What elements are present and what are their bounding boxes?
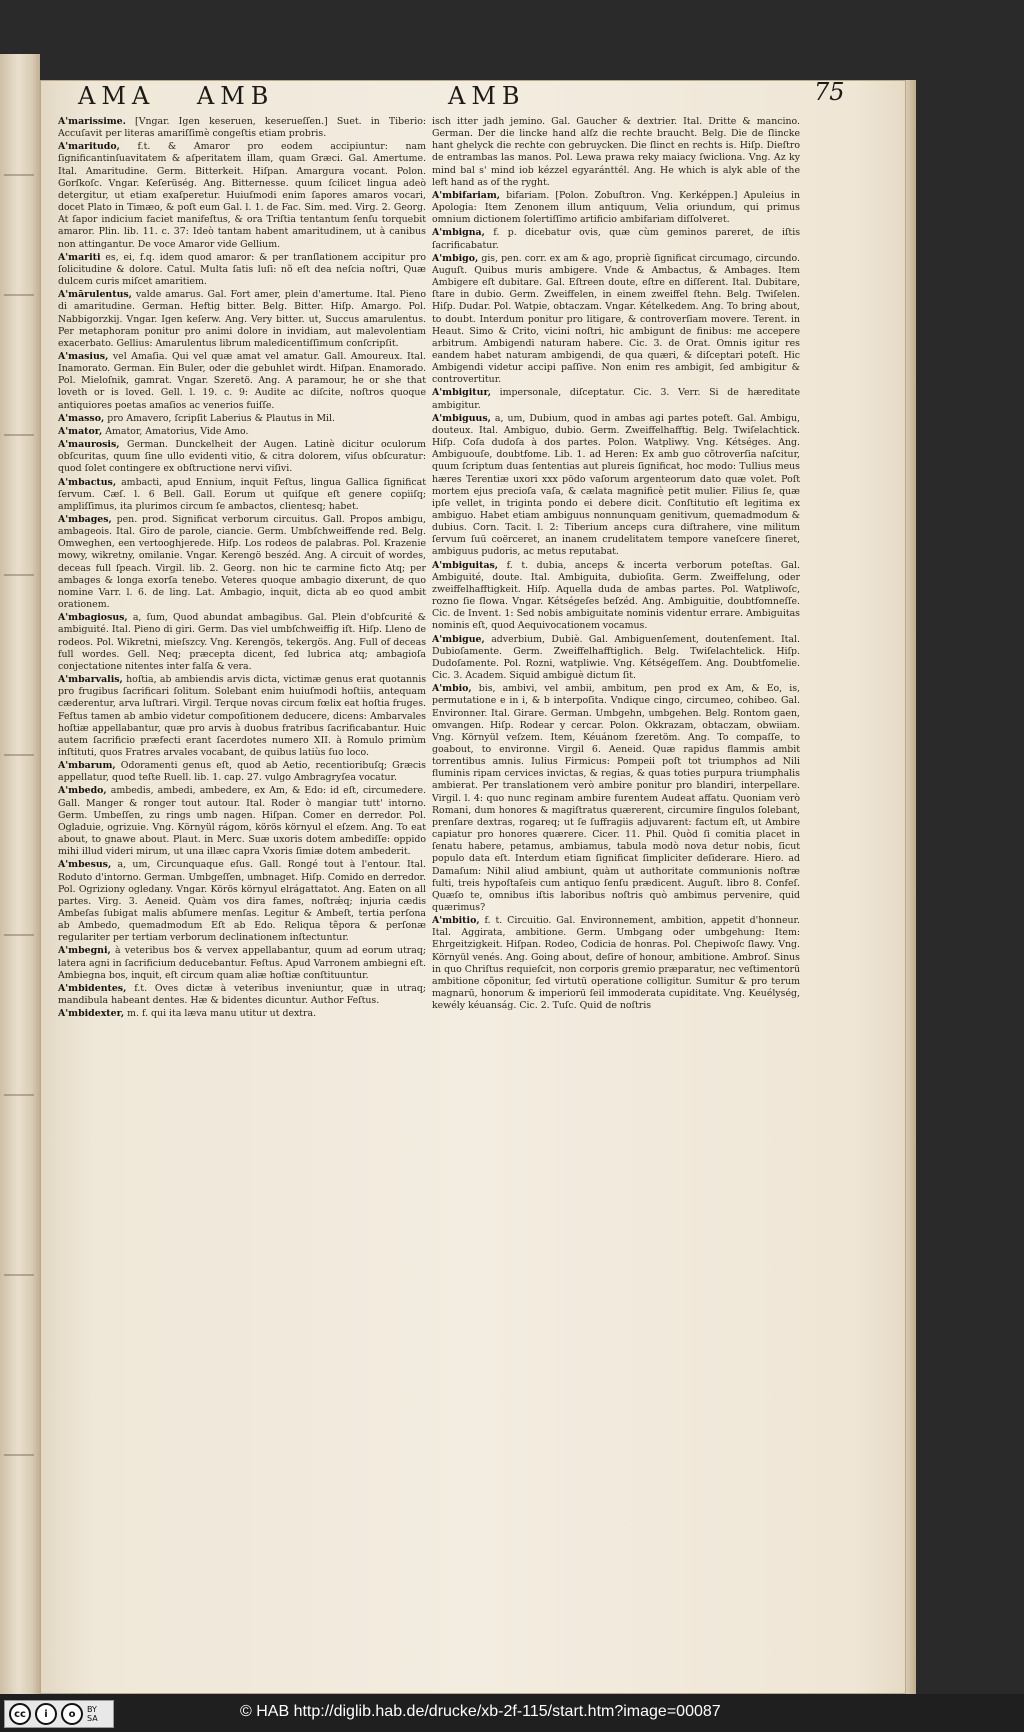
dictionary-entry bbox=[58, 612, 426, 673]
dictionary-entry bbox=[432, 227, 800, 251]
entry-text: f. t. Circuitio. Gal. Environnement, ambition, appetit d'honneur. Ital. Aggirata, ambitione. Germ. Umbgang oder umbgehung: Item: Ehrgeitzigkeit. Hiſpan. Rodeo, Codicia de honras. Pol. Chepiwoſc ſlawy. Vng. Környül venés. Ang. Going about, deſire of honour, ambitione. Ambroſ. Sinus in quo Chriſtus requieſcit, non corporis gremio præparatur, nec veſtimentorū ambitione cõponitur, ſed virtutū operatione colligitur. Sumitur & pro terum magnarū, honorum & imperiorū ſeil immoderata cupiditate. Vng. Keuélység, kewély kéuanság. Cic. 2. Tuſc. Quid de noſtris bbox=[432, 915, 800, 1012]
running-head-left-2: AMB bbox=[196, 82, 275, 110]
entry-headword: A'mbesus, bbox=[58, 859, 112, 871]
entry-text: [Vngar. Igen keseruen, keserueſſen.] Suet. in Tiberio: Accuſavit per literas amariſſimè congeſtis etiam probris. bbox=[58, 116, 426, 140]
entry-headword: A'mbarum, bbox=[58, 760, 116, 772]
entry-headword: A'maurosis, bbox=[58, 439, 120, 451]
dictionary-entry bbox=[432, 915, 800, 1012]
entry-headword: A'mbigna, bbox=[432, 227, 485, 239]
entry-text: pro Amavero, ſcripſit Laberius & Plautus in Mil. bbox=[107, 412, 336, 424]
entry-headword: A'masius, bbox=[58, 350, 109, 362]
footer-credit-link[interactable]: © HAB http://diglib.hab.de/drucke/xb-2f-115/start.htm?image=00087 bbox=[240, 1703, 721, 1720]
facing-page-edge bbox=[0, 54, 40, 1694]
dictionary-entry bbox=[432, 634, 800, 683]
dictionary-entry bbox=[432, 560, 800, 633]
left-text-column bbox=[58, 116, 426, 1506]
entry-text: bifariam. [Polon. Zobuſtron. Vng. Kerképpen.] Apuleius in Apologia: Item Zenonem illum antiquum, Velia oriundum, qui primus omnium dictionem ſolertiſſimo artificio ambifariam diſſolveret. bbox=[432, 189, 800, 226]
dictionary-entry bbox=[58, 289, 426, 350]
entry-headword: A'mbactus, bbox=[58, 476, 117, 488]
dictionary-entry bbox=[58, 983, 426, 1007]
dictionary-entry bbox=[432, 387, 800, 411]
entry-headword: A'mbedo, bbox=[58, 785, 107, 797]
entry-text: hoſtia, ab ambiendis arvis dicta, victimæ genus erat quotannis pro frugibus ſacrificari ſolitum. Solebant enim huiuſmodi hoſtiis, antequam cæderentur, arva luſtrari. Virgil. Terque novas circum fœlix eat hoſtia fruges. Feſtus tamen ab ambio videtur compoſitionem deducere, dicens: Ambarvales hoſtiæ appellabantur, quæ pro arvis à duobus fratribus ſacrificabantur. Huic autem ſacrificio præfecti erant ſacerdotes numero XII. à Romulo primùm inſtituti, quos Fratres arvales vocabant, de quibus latiùs ſuo loco. bbox=[58, 674, 426, 758]
dictionary-entry bbox=[432, 116, 800, 189]
dictionary-entry bbox=[58, 785, 426, 858]
entry-headword: A'masso, bbox=[58, 412, 105, 424]
entry-text: vel Amaſia. Qui vel quæ amat vel amatur. Gall. Amoureux. Ital. Inamorato. German. Ein Buler, oder die gebuhlet wirdt. Hiſpan. Enamorado. Pol. Mieloſnik, gamrat. Vngar. Szeretö. Ang. A paramour, he or she that loveth or is loved. Gell. l. 19. c. 9: Audite ac diſcite, noſtros quoque antiquiores poetas amaſios ac venerios fuiſſe. bbox=[58, 350, 426, 411]
entry-headword: A'mbidexter, bbox=[58, 1008, 125, 1020]
entry-text: f. p. dicebatur ovis, quæ cùm geminos pareret, de iſtis ſacrificabatur. bbox=[432, 227, 800, 251]
entry-headword: A'mbages, bbox=[58, 514, 112, 525]
entry-headword: A'mbifariam, bbox=[432, 189, 501, 201]
entry-text: pen. prod. Significat verborum circuitus. Gall. Propos ambigu, ambageois. Ital. Giro de parole, ciancie. Germ. Umbſchweiffende red. Belg. Omweghen, een vertooghjerede. Hiſp. Los rodeos de palabras. Pol. Krazenie mowy, wikretny, omilanie. Vngar. Kerengö beszéd. Ang. A circuit of wordes, deceas full ſpeach. Virgil. lib. 2. Georg. non hic te carmine ficto Atq; per ambages & longa exorſa tenebo. Veteres quoque ambagio dixerunt, de quo nomine Varr. l. 6. de ling. Lat. Ambagio, inquit, dicta ab eo quod ambit orationem. bbox=[58, 514, 426, 611]
entry-text: impersonale, diſceptatur. Cic. 3. Verr. Si de hæreditate ambigitur. bbox=[432, 387, 800, 411]
dictionary-entry bbox=[432, 683, 800, 914]
dictionary-entry bbox=[432, 253, 800, 387]
dictionary-entry bbox=[58, 945, 426, 981]
entry-headword: A'mbagiosus, bbox=[58, 612, 128, 624]
license-label-sa: SA bbox=[87, 1714, 98, 1723]
entry-headword: A'maritudo, bbox=[58, 141, 120, 153]
entry-text: a, um, Dubium, quod in ambas agi partes poteſt. Gal. Ambigu, douteux. Ital. Ambiguo, dubio. Germ. Zweiffelhafftig. Belg. Twiſelachtick. Hiſp. Coſa dudoſa à dos partes. Polon. Watpliwy. Vng. Kétséges. Ang. Ambiguouſe, doubtfome. Lib. 1. ad Heren: Ex amb guo cõtroverſia naſcitur, quum ſcriptum duas ſententias aut plureis ſignificat, hoc modo: Tullius meus hæres Terentiæ uxori xxx pōdo vaſorum argenteorum dato quæ volet. Poſt mortem ejus precioſa vaſa, & cælata magnificè petit mulier. Filius ſe, quæ ipſe vellet, in triginta pondo ei debere dicit. Conſtitutio eſt legitima ex ambiguo. Habet etiam ambiguus nonnunquam genitivum, quemadmodum & dubius. Corn. Tacit. l. 2: Tiberium anceps cura diſtrahere, vine militum ſervum ſuū coërceret, an inanem crudelitatem tempore vaneſcere ſineret, ambiguus pudoris, ac metus reputabat. bbox=[432, 412, 800, 558]
entry-headword: A'mbigitur, bbox=[432, 387, 491, 399]
entry-text: a, um, Circunquaque eſus. Gall. Rongé tout à l'entour. Ital. Roduto d'intorno. German. Umbgeſſen, umbnaget. Hiſp. Comido en derredor. Pol. Ogriziony ogledany. Vngar. Körös környul elrágattatot. Ang. Eaten on all partes. Virg. 3. Aeneid. Quàm vos dira fames, noſtrǽq; injuria cædis Ambeſas ſubigat malis abſumere menſas. Legitur & Ambeſt, tertia perſona ab Ambedo, quemadmodum Eſt ab Edo. Reliqua tẽpora & perſonæ regulariter per tertiam verborum declinationem inſtectuntur. bbox=[58, 859, 426, 944]
entry-text: German. Dunckelheit der Augen. Latinè dicitur oculorum obſcuritas, quum ſine ullo evidenti vitio, & citra dolorem, viſus obſcuratur: quod ſolet contingere ex obſtructione nervi viſivi. bbox=[58, 439, 426, 475]
entry-text: a, ſum, Quod abundat ambagibus. Gal. Plein d'obſcurité & ambiguité. Ital. Pieno di giri. Germ. Das viel umbſchweiffig iſt. Hiſp. Lleno de rodeos. Pol. Wikretni, mieſszcy. Vng. Kerengös, tekergös. Ang. Full of deceas full wordes. Gell. Neq; præcepta dicent, ſed lubrica atq; ambagioſa conjectatione nitentes inter falſa & vera. bbox=[58, 612, 426, 672]
entry-headword: A'mbiguus, bbox=[432, 412, 491, 424]
dictionary-entry bbox=[58, 514, 426, 611]
entry-headword: A'mbarvalis, bbox=[58, 674, 123, 686]
entry-headword: A'mariti bbox=[58, 251, 101, 263]
dictionary-entry bbox=[58, 413, 426, 425]
entry-text: Odoramenti genus eſt, quod ab Aetio, recentioribuſq; Græcis appellatur, quod teſte Ruell. lib. 1. cap. 27. vulgo Ambragryſea vocatur. bbox=[58, 760, 426, 784]
entry-headword: A'mbio, bbox=[432, 683, 472, 695]
cc-license-badge[interactable] bbox=[4, 1700, 114, 1728]
running-head-right: AMB bbox=[448, 82, 526, 110]
entry-headword: A'mbidentes, bbox=[58, 982, 127, 994]
sa-sharealike-icon: o bbox=[61, 1703, 83, 1725]
entry-headword: A'marissime. bbox=[58, 116, 126, 127]
right-text-column bbox=[432, 116, 800, 1536]
entry-text: ambedis, ambedi, ambedere, ex Am, & Edo: id eſt, circumedere. Gall. Manger & ronger tout autour. Ital. Roder ò mangiar tutt' intorno. Germ. Umbeſſen, zu rings umb nagen. Hiſpan. Comer en derredor. Pol. Ogladuie, ogrizuie. Vng. Környül rágom, körös környul el eſzem. Ang. To eat about, to gnawe about. Plaut. in Merc. Suæ uxoris dotem ambediſſe: oppido mihi illud videri mirum, ut una illæc capra Vxoris ſimiæ dotem ambederit. bbox=[58, 785, 426, 858]
running-head-left-1: AMA bbox=[78, 82, 156, 110]
license-label-by: BY bbox=[87, 1705, 97, 1714]
entry-text: bis, ambivi, vel ambii, ambitum, pen prod ex Am, & Eo, is, permutatione e in i, & b interpoſita. Vndique cingo, circumeo, cohibeo. Gal. Environner. Ital. Girare. German. Umbgehn, umbgehen. Belg. Rontom gaen, omvangen. Hiſp. Rodear y cercar. Polon. Okkrazam, obtaczam, obwiiam. Vng. Környül veſzem. Item, Kéuánom ſzeretöm. Ang. To compaſſe, to goabout, to environne. Virgil 6. Aeneid. Quæ rapidus flammis ambit torrentibus amnis. Iulius Firmicus: Pompeii poſt tot triumphos ad Nili fluminis ripam cervices invictas, & regias, & quas toties purpura triumphalis ambierat. Per translationem verò ambire ponitur pro blandiri, interpellare. Virgil. l. 4: quo nunc reginam ambire furentem Audeat affatu. Quoniam verò Romani, dum honores & magiſtratus quærerent, circumire ſingulos ſolebant, prenſare dextras, rogareq; ut ſe ſuffragiis adjuvarent: factum eſt, ut Ambire capiatur pro honores quærere. Cicer. 11. Phil. Quòd ſi comitia placet in ſenatu habere, petamus, ambiamus, tabula modò nova detur nobis, ſicut populo data eſt. Interdum etiam ſignificat ſimpliciter deſiderare. Hiero. ad Damaſum: Nihil aliud ambiunt, quàm ut authoritate communionis noſtræ fulti, treis hypoſtaſeis cum antiquo ſenſu prædicent. Auguſt. libro 8. Confeſ. Quæſo te, omnibus iſtis laboribus noſtris quò ambimus pervenire, quid quærimus? bbox=[432, 683, 800, 913]
entry-text: à veteribus bos & vervex appellabantur, quum ad eorum utraq; latera agni in ſacrificium deducebantur. Feſtus. Apud Varronem ambiegni eſt. Ambiegna bos, inquit, eſt circum quam aliæ hoſtiæ conſtituuntur. bbox=[58, 945, 426, 981]
entry-text: isch itter jadh jemino. Gal. Gaucher & dextrier. Ital. Dritte & mancino. German. Der die lincke hand alſz die rechte braucht. Belg. Die de ſlincke hant ghelyck die rechte con gebruycken. Die ſlinct en rechts is. Hiſp. Dieſtro de entrambas las manos. Pol. Lewa prawa reky maiacy ſwicliona. Vng. Az ky mind bal s' mind iob kézzel egyaránttél. Ang. He which is alyk able of the left hand as of the ryght. bbox=[432, 116, 800, 188]
entry-text: adverbium, Dubiè. Gal. Ambiguenſement, doutenſement. Ital. Dubioſamente. Germ. Zweiffelhafftiglich. Belg. Twiſelachtelick. Hiſp. Dudoſamente. Pol. Rozni, watpliwie. Vng. Kétségeſſem. Ang. Doubtfomelie. Cic. 3. Academ. Siquid ambiguè dictum ſit. bbox=[432, 633, 800, 682]
entry-text: f. t. dubia, anceps & incerta verborum poteſtas. Gal. Ambiguité, doute. Ital. Ambiguita, dubioſita. Germ. Zweiffelung, oder zweiffelhafftigkeit. Hiſp. Aquella duda de ambas partes. Pol. Watpliwoſc, rozno ſie ſlowa. Vngar. Kétségeſes beſzéd. Ang. Ambiguitie, doubtfomneſſe. Cic. de Invent. 1: Sed nobis ambiguitate nominis videntur errare. Ambiguitas nominis eſt, quod Aequivocationem vocamus. bbox=[432, 559, 800, 632]
entry-headword: A'mbitio, bbox=[432, 915, 480, 927]
dictionary-entry bbox=[58, 859, 426, 944]
dictionary-entry bbox=[58, 674, 426, 759]
cc-icon: cc bbox=[9, 1703, 31, 1725]
running-head-left bbox=[78, 82, 398, 112]
entry-text: f.t. & Amaror pro eodem accipiuntur: nam ſignificantinſuavitatem & aſperitatem illam, quam Græci. Gal. Amertume. Ital. Amaritudine. Germ. Bitterkeit. Hiſpan. Amargura vocant. Polon. Gorſkoſc. Vngar. Keſerüség. Ang. Bitternesse. quum ſcilicet lingua adeò detergitur, ut etiam exaſperetur. Huiuſmodi enim ſapores amaros vocari, docet Plato in Timæo, & poſt eum Gal. l. 1. de Fac. Sim. med. Virg. 2. Georg. At ſapor indicium faciet manifeſtus, & ora Triſtia tentantum ſenſu torquebit amaror. Plin. lib. 11. c. 37: Ideò tantam habent amaritudinem, ut à canibus non attingantur. De voce Amaror vide Gellium. bbox=[58, 141, 426, 250]
dictionary-entry bbox=[58, 252, 426, 288]
dictionary-entry bbox=[58, 351, 426, 412]
entry-text: m. f. qui ita læva manu utitur ut dextra. bbox=[127, 1008, 317, 1020]
entry-text: ambacti, apud Ennium, inquit Feſtus, lingua Gallica ſignificat ſervum. Cæſ. l. 6 Bell. Gall. Eorum ut quiſque eſt genere copiiſq; ampliſſimus, ita plurimos circum ſe ambactos, clientesq; habet. bbox=[58, 476, 426, 512]
by-attribution-icon: i bbox=[35, 1703, 57, 1725]
entry-text: gis, pen. corr. ex am & ago, propriè ſignificat circumago, circundo. Auguſt. Quibus muris ambigere. Vnde & Ambactus, & Ambages. Item Ambigere eſt dubitare. Gal. Eſtreen doute, eſtre en diſſerent. Ital. Dubitare, ſtare in dubio. Germ. Zweiffelen, in einem zweiffel ſtehn. Belg. Twiſelen. Hiſp. Dudar. Pol. Watpie, obtaczam. Vngar. Kételkedem. Ang. To bring about, to doubt. Interdum ponitur pro litigare, & controverſiam movere. Terent. in Heaut. Simo & Crito, vicini noſtri, hic ambigunt de finibus: me accepere arbitrum. Ambigendi naturam habere. Cic. 3. de Orat. Omnis igitur res eandem habet naturam ambigendi, de qua quæri, & diſceptari poteſt. Hic Ambigendi videtur accipi paſſive. Non enim res ambigit, ſed ambigitur & controvertitur. bbox=[432, 252, 800, 386]
entry-text: Amator, Amatorius, Vide Amo. bbox=[105, 425, 249, 437]
entry-headword: A'mbigo, bbox=[432, 252, 479, 264]
entry-text: valde amarus. Gal. Fort amer, plein d'amertume. Ital. Pieno di amaritudine. German. Heftig bitter. Belg. Bitter. Hiſp. Amargo. Pol. Nabbigorzkij. Vngar. Igen keſerw. Ang. Very bitter. ut, Succus amarulentus. Per metaphoram ponitur pro animi dolore in invidiam, aut malevolentiam exacerbato. Gellius: Amarulentus librum maledicentiſſimum conſcripſit. bbox=[58, 289, 426, 349]
dictionary-entry bbox=[58, 141, 426, 250]
entry-headword: A'mator, bbox=[58, 425, 103, 437]
dictionary-entry bbox=[432, 413, 800, 559]
dictionary-entry bbox=[58, 477, 426, 513]
page-number: 75 bbox=[814, 78, 845, 106]
page-right-edge bbox=[906, 80, 916, 1694]
dictionary-entry bbox=[432, 190, 800, 226]
entry-text: es, ei, f.q. idem quod amaror: & per tranſlationem accipitur pro ſolicitudine & dolore. Catul. Multa ſatis luſi: nõ eſt dea neſcia noſtri, Quæ dulcem curis miſcet amaritiem. bbox=[58, 251, 426, 288]
entry-headword: A'mbigue, bbox=[432, 633, 485, 645]
entry-headword: A'mbiguitas, bbox=[432, 559, 499, 571]
license-labels bbox=[87, 1705, 98, 1723]
dictionary-entry bbox=[58, 760, 426, 784]
dictionary-entry bbox=[58, 439, 426, 475]
dictionary-entry bbox=[58, 1008, 426, 1020]
entry-headword: A'mārulentus, bbox=[58, 289, 132, 301]
dictionary-entry bbox=[58, 426, 426, 438]
entry-text: f.t. Oves dictæ à veteribus inveniuntur, quæ in utraq; mandibula habeant dentes. Hæ & bidentes dicuntur. Author Feſtus. bbox=[58, 982, 426, 1007]
entry-headword: A'mbegni, bbox=[58, 945, 111, 957]
dictionary-entry bbox=[58, 116, 426, 140]
